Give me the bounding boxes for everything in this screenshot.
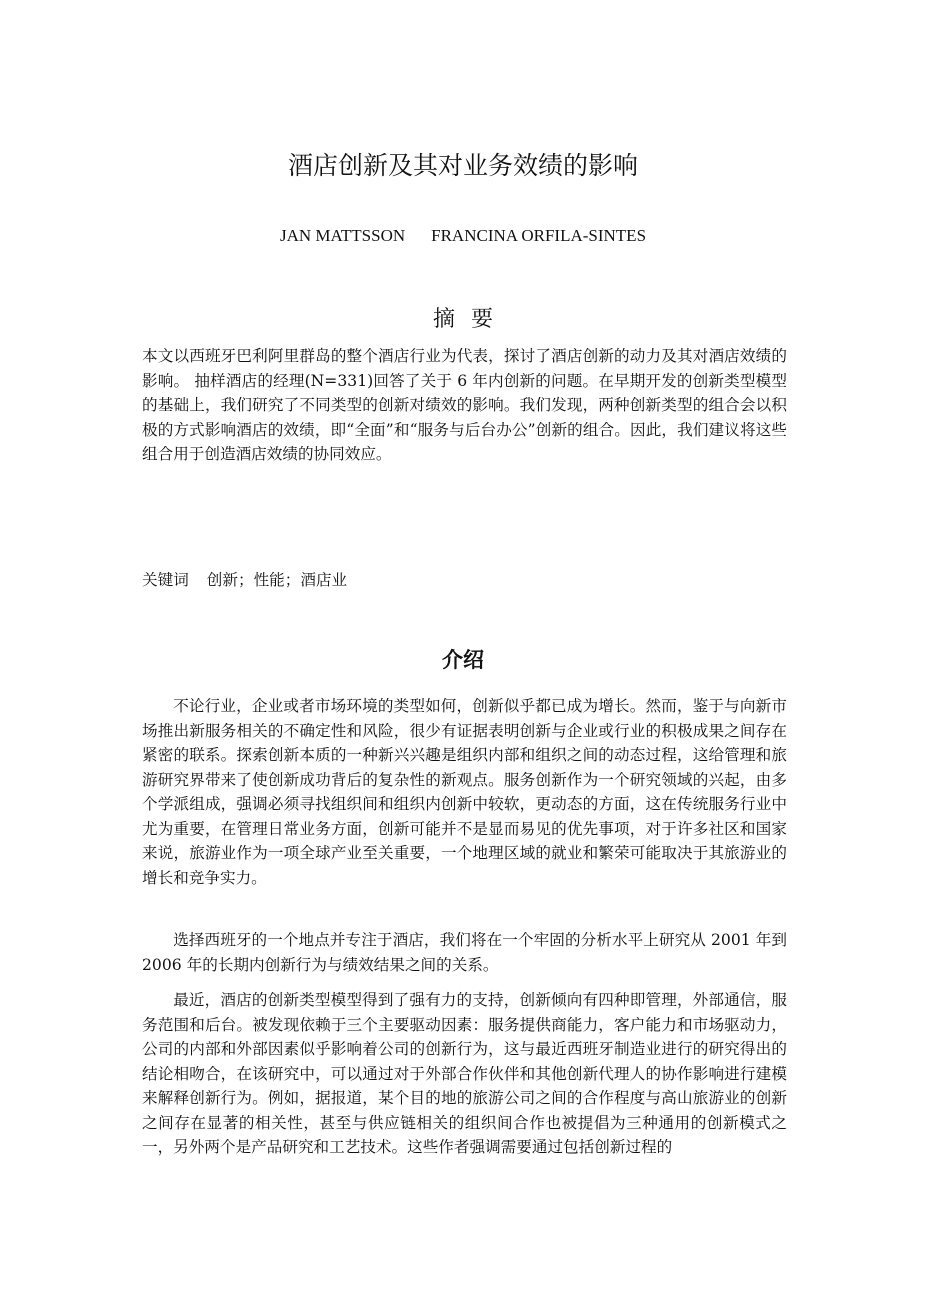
- paper-title: 酒店创新及其对业务效绩的影响: [287, 151, 638, 180]
- introduction-heading: 介绍: [442, 648, 484, 672]
- keywords-value: 创新；性能；酒店业: [206, 571, 348, 589]
- author-name: FRANCINA ORFILA-SINTES: [431, 226, 647, 245]
- keywords-line: [142, 568, 347, 592]
- keywords-label: 关键词: [142, 571, 189, 589]
- author-line: [0, 224, 926, 248]
- author-name: JAN MATTSSON: [279, 226, 406, 245]
- body-paragraph: 最近，酒店的创新类型模型得到了强有力的支持，创新倾向有四种即管理，外部通信，服务范围和后台。被发现依赖于三个主要驱动因素：服务提供商能力，客户能力和市场驱动力，公司的内部和外部因素似乎影响着公司的创新行为，这与最近西班牙制造业进行的研究得出的结论相吻合，在该研究中，可以通过对于外部合作伙伴和其他创新代理人的协作影响进行建模来解释创新行为。例如，据报道，某个目的地的旅游公司之间的合作程度与高山旅游业的创新之间存在显著的相关性，甚至与供应链相关的组织间合作也被提倡为三种通用的创新模式之一，另外两个是产品研究和工艺技术。这些作者强调需要通过包括创新过程的: [142, 991, 787, 1156]
- abstract-text: 本文以西班牙巴利阿里群岛的整个酒店行业为代表，探讨了酒店创新的动力及其对酒店效绩的影响。 抽样酒店的经理(N=331)回答了关于 6 年内创新的问题。在早期开发的创新类型模型的基础上，我们研究了不同类型的创新对绩效的影响。我们发现，两种创新类型的组合会以积极的方式影响酒店的效绩，即“全面”和“服务与后台办公”创新的组合。因此，我们建议将这些组合用于创造酒店效绩的协同效应。: [142, 347, 787, 463]
- abstract-heading: 摘要: [432, 307, 509, 332]
- body-paragraph: 不论行业，企业或者市场环境的类型如何，创新似乎都已成为增长。然而，鉴于与向新市场推出新服务相关的不确定性和风险，很少有证据表明创新与企业或行业的积极成果之间存在紧密的联系。探索创新本质的一种新兴兴趣是组织内部和组织之间的动态过程，这给管理和旅游研究界带来了使创新成功背后的复杂性的新观点。服务创新作为一个研究领域的兴起，由多个学派组成，强调必须寻找组织间和组织内创新中较软，更动态的方面，这在传统服务行业中尤为重要，在管理日常业务方面，创新可能并不是显而易见的优先事项，对于许多社区和国家来说，旅游业作为一项全球产业至关重要，一个地理区域的就业和繁荣可能取决于其旅游业的增长和竞争实力。: [142, 697, 787, 887]
- body-paragraph: 选择西班牙的一个地点并专注于酒店，我们将在一个牢固的分析水平上研究从 2001 年到 2006 年的长期内创新行为与绩效结果之间的关系。: [142, 931, 787, 974]
